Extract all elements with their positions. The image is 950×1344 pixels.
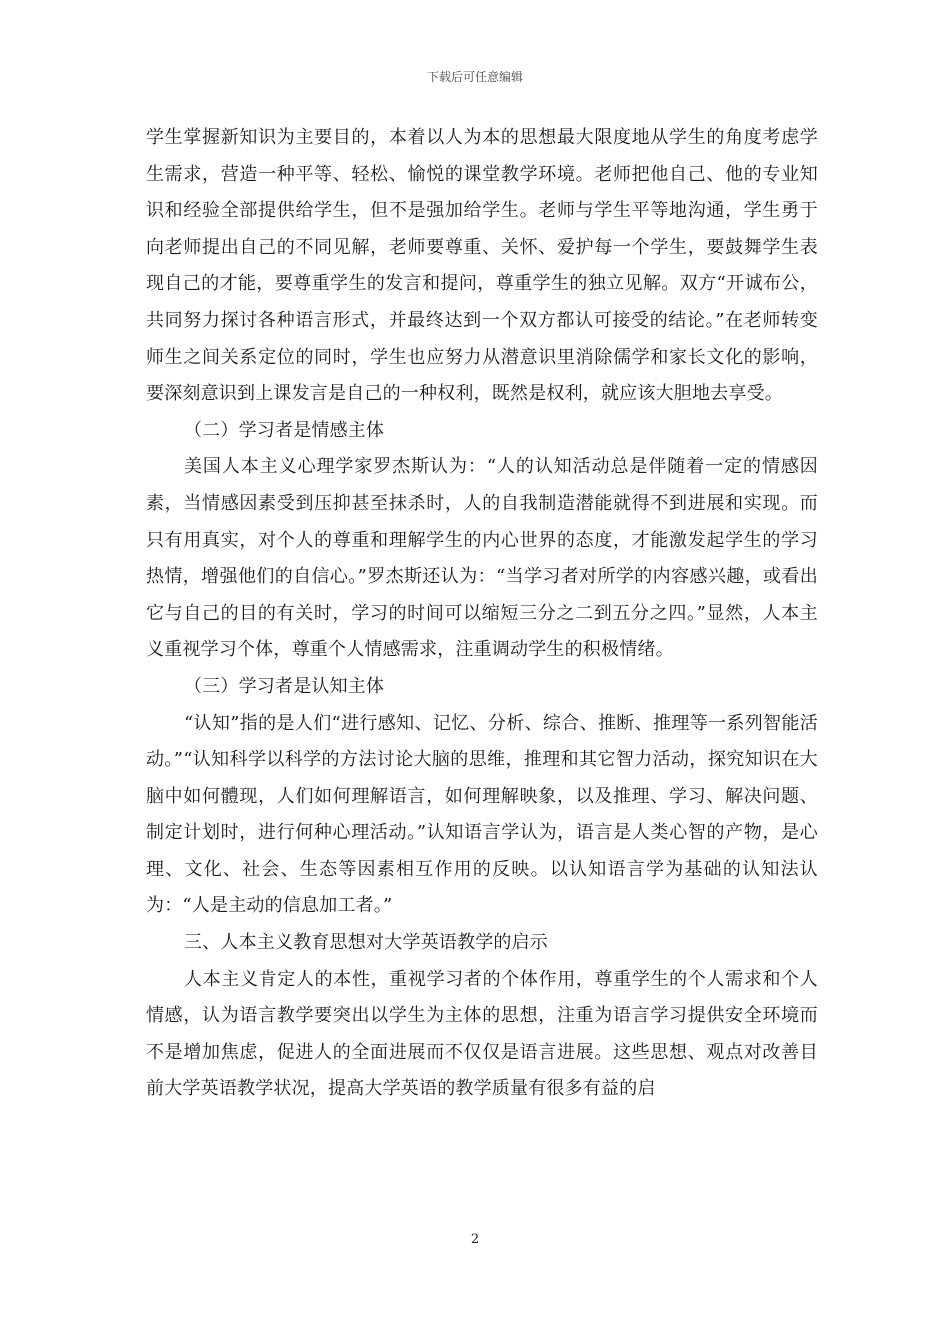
- paragraph-body: 人本主义肯定人的本性，重视学习者的个体作用，尊重学生的个人需求和个人情感，认为语言教学要突出以学生为主体的思想，注重为语言学习提供安全环境而不是增加焦虑，促进人的全面进展而不仅仅是语言进展。这些思想、观点对改善目前大学英语教学状况，提高大学英语的教学质量有很多有益的启: [146, 968, 818, 1100]
- page-header: 下载后可任意编辑: [426, 70, 523, 84]
- paragraph-body: “认知”指的是人们“进行感知、记忆、分析、综合、推断、推理等一系列智能活动。”“认知科学以科学的方法讨论大脑的思维，推理和其它智力活动，探究知识在大脑中如何體现，人们如何理解语言，如何理解映象，以及推理、学习、解决问题、制定计划时，进行何种心理活动。”认知语言学认为，语言是人类心智的产物，是心理、文化、社会、生态等因素相互作用的反映。以认知语言学为基础的认知法认为：“人是主动的信息加工者。”: [146, 712, 818, 917]
- section-heading-affective-subject: （二）学习者是情感主体: [184, 419, 385, 441]
- paragraph-body: 学生掌握新知识为主要目的，本着以人为本的思想最大限度地从学生的角度考虑学生需求，营造一种平等、轻松、愉悦的课堂教学环境。老师把他自己、他的专业知识和经验全部提供给学生，但不是强加给学生。老师与学生平等地沟通，学生勇于向老师提出自己的不同见解，老师要尊重、关怀、爱护每一个学生，要鼓舞学生表现自己的才能，要尊重学生的发言和提问，尊重学生的独立见解。双方“开诚布公，共同努力探讨各种语言形式，并最终达到一个双方都认可接受的结论。”在老师转变师生之间关系定位的同时，学生也应努力从潜意识里消除儒学和家长文化的影响，要深刻意识到上课发言是自己的一种权利，既然是权利，就应该大胆地去享受。: [146, 127, 818, 405]
- paragraph-body: 美国人本主义心理学家罗杰斯认为：“人的认知活动总是伴随着一定的情感因素，当情感因素受到压抑甚至抹杀时，人的自我制造潜能就得不到进展和实现。而只有用真实，对个人的尊重和理解学生的内心世界的态度，才能激发起学生的学习热情，增强他们的自信心。”罗杰斯还认为：“当学习者对所学的内容感兴趣，或看出它与自己的目的有关时，学习的时间可以缩短三分之二到五分之四。”显然，人本主义重视学习个体，尊重个人情感需求，注重调动学生的积极情绪。: [146, 456, 818, 661]
- page-number: 2: [470, 1232, 480, 1247]
- document-body: [146, 120, 818, 1108]
- section-heading-cognitive-subject: （三）学习者是认知主体: [184, 675, 385, 697]
- section-heading-implications: 三、人本主义教育思想对大学英语教学的启示: [184, 932, 548, 954]
